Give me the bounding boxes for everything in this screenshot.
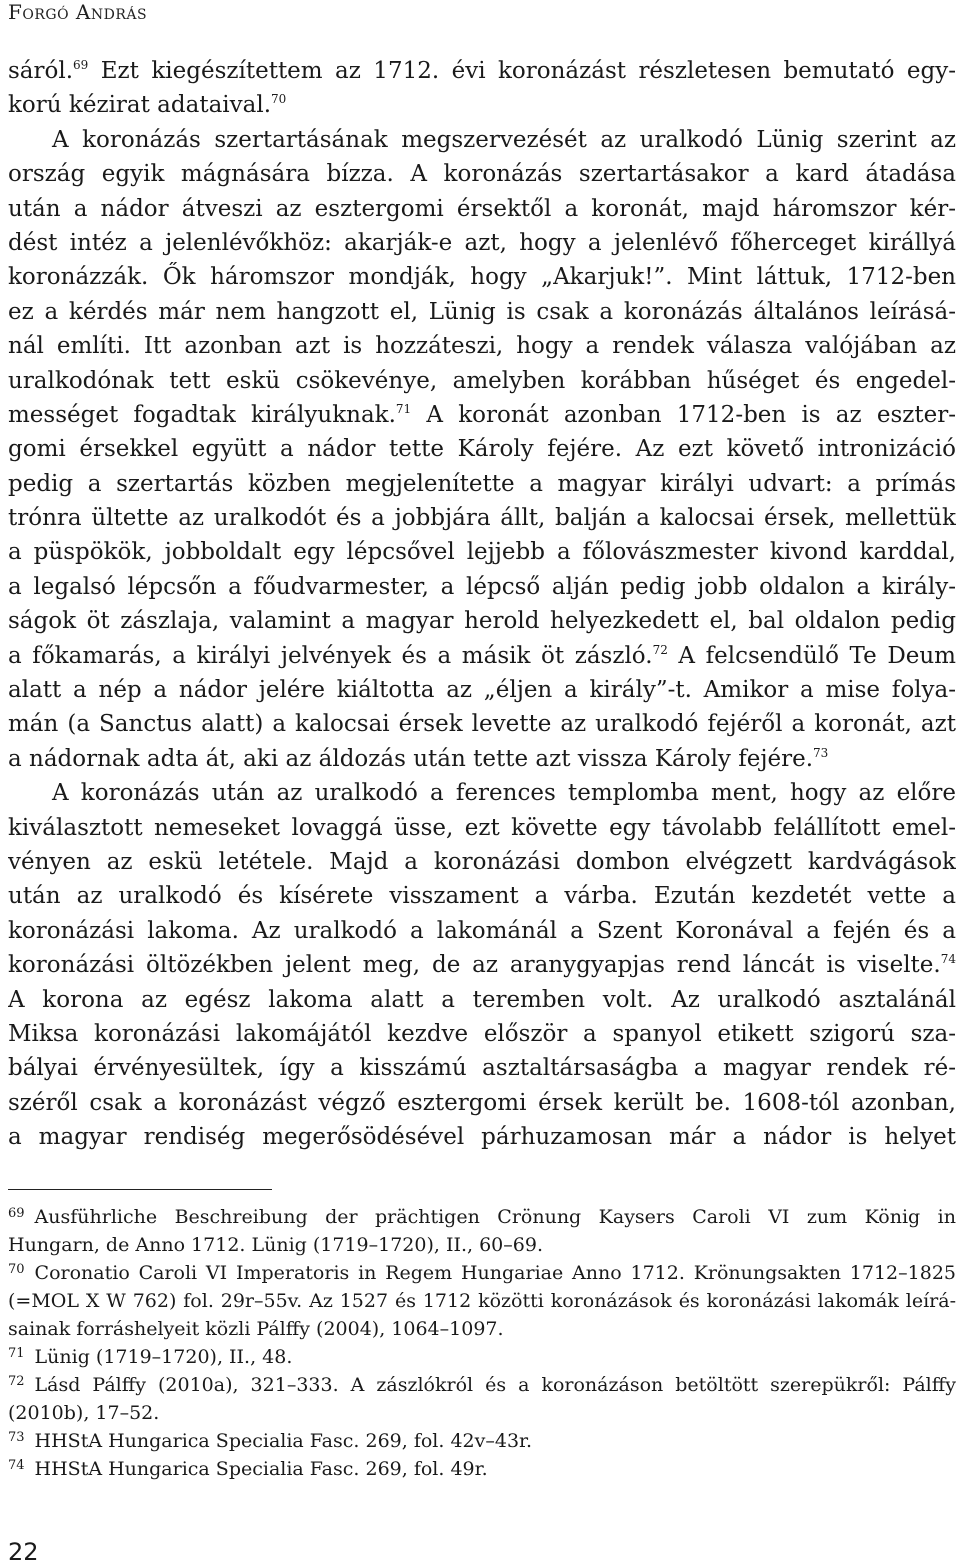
- footnote-line: (2010b), 17–52.: [8, 1402, 160, 1424]
- text-line: a főkamarás, a királyi jelvények és a másik öt zászló.$^{72}$ A felcsendülő Te Deum: [8, 642, 956, 669]
- text-line: nál említi. Itt azonban azt is hozzáteszi, hogy a rendek válasza valójában az: [8, 333, 956, 360]
- text-line: után a nádor átveszi az esztergomi érsektől a koronát, majd háromszor kér-: [8, 195, 956, 222]
- footnote-divider: [8, 1189, 272, 1190]
- text-line: alatt a nép a nádor jelére kiáltotta az „éljen a király”-t. Amikor a mise folya-: [8, 677, 956, 704]
- text-line: a legalsó lépcsőn a főudvarmester, a lépcső alján pedig jobb oldalon a király-: [8, 573, 956, 600]
- text-line: gomi érsekkel együtt a nádor tette Károly fejére. Az ezt követő intronizáció: [8, 436, 956, 463]
- text-line: A korona az egész lakoma alatt a teremben volt. Az uralkodó asztalánál: [8, 986, 956, 1013]
- footnote-line: $^{69}$ Ausführliche Beschreibung der prächtigen Crönung Kaysers Caroli VI zum König in: [8, 1206, 956, 1228]
- text-line: dést intéz a jelenlévőkhöz: akarják-e azt, hogy a jelenlévő főherceget királlyá: [8, 229, 956, 256]
- footnote-line: $^{70}$ Coronatio Caroli VI Imperatoris in Regem Hungariae Anno 1712. Krönungsakten 1712–1825: [8, 1262, 956, 1284]
- text-line: mán (a Sanctus alatt) a kalocsai érsek levette az uralkodó fejéről a koronát, azt: [8, 711, 956, 738]
- text-line: uralkodónak tett eskü csökevénye, amelyben korábban hűséget és engedel-: [8, 367, 956, 394]
- text-line: ez a kérdés már nem hangzott el, Lünig is csak a koronázás általános leírásá-: [8, 298, 956, 325]
- text-line: koronázási öltözékben jelent meg, de az aranygyapjas rend láncát is viselte.$^{74}$: [8, 952, 956, 979]
- footnote-line: $^{74}$ HHStA Hungarica Specialia Fasc. 269, fol. 49r.: [8, 1458, 488, 1480]
- text-line: trónra ültette az uralkodót és a jobbjára állt, balján a kalocsai érsek, mellettük: [8, 505, 956, 532]
- running-header: Forgó András: [8, 0, 148, 24]
- main-text: [8, 54, 956, 1155]
- footnote-line: $^{73}$ HHStA Hungarica Specialia Fasc. 269, fol. 42v–43r.: [8, 1430, 533, 1452]
- text-line: a magyar rendiség megerősödésével párhuzamosan már a nádor is helyet: [8, 1124, 956, 1151]
- footnotes: [8, 1203, 956, 1483]
- text-line: ország egyik mágnására bízza. A koronázás szertartásakor a kard átadása: [8, 161, 956, 188]
- text-line: után az uralkodó és kísérete visszament a várba. Ezután kezdetét vette a: [8, 883, 956, 910]
- footnote-line: Hungarn, de Anno 1712. Lünig (1719–1720), II., 60–69.: [8, 1234, 543, 1256]
- text-line: pedig a szertartás közben megjelenítette a magyar királyi udvart: a prímás: [8, 470, 956, 497]
- text-line: a nádornak adta át, aki az áldozás után tette azt vissza Károly fejére.$^{73}$: [8, 745, 829, 772]
- page-number: 22: [8, 1538, 39, 1566]
- text-line: sáról.$^{69}$ Ezt kiegészítettem az 1712. évi koronázást részletesen bemutató egy-: [8, 58, 956, 84]
- footnote-line: $^{72}$ Lásd Pálffy (2010a), 321–333. A zászlókról és a koronázáson betöltött szerepükről: Pálffy: [8, 1374, 956, 1396]
- text-line: ságok öt zászlaja, valamint a magyar herold helyezkedett el, bal oldalon pedig: [8, 608, 956, 635]
- text-line: mességet fogadtak királyuknak.$^{71}$ A koronát azonban 1712-ben is az eszter-: [8, 401, 956, 428]
- text-line: széről csak a koronázást végző esztergomi érsek került be. 1608-tól azonban,: [8, 1089, 956, 1116]
- text-line: koronázzák. Ők háromszor mondják, hogy „Akarjuk!”. Mint láttuk, 1712-ben: [8, 264, 956, 291]
- text-line: kiválasztott nemeseket lovaggá üsse, ezt követte egy távolabb felállított emel-: [8, 814, 956, 841]
- text-line: korú kézirat adataival.$^{70}$: [8, 92, 287, 119]
- text-line: vényen az eskü letétele. Majd a koronázási dombon elvégzett kardvágások: [8, 848, 956, 875]
- text-line: A koronázás szertartásának megszervezését az uralkodó Lünig szerint az: [52, 126, 956, 153]
- text-line: koronázási lakoma. Az uralkodó a lakománál a Szent Koronával a fején és a: [8, 917, 956, 944]
- footnote-line: (=MOL X W 762) fol. 29r–55v. Az 1527 és 1712 közötti koronázások és koronázási lakomák leírá-: [8, 1290, 956, 1312]
- footnote-line: sainak forráshelyeit közli Pálffy (2004), 1064–1097.: [8, 1318, 504, 1340]
- text-line: a püspökök, jobboldalt egy lépcsővel lejjebb a főlovászmester kivond karddal,: [8, 539, 956, 566]
- text-line: A koronázás után az uralkodó a ferences templomba ment, hogy az előre: [52, 780, 956, 807]
- text-line: bályai érvényesültek, így a kisszámú asztaltársaságba a magyar rendek ré-: [8, 1055, 956, 1082]
- footnote-line: $^{71}$ Lünig (1719–1720), II., 48.: [8, 1346, 293, 1368]
- text-line: Miksa koronázási lakomájától kezdve először a spanyol etikett szigorú sza-: [8, 1020, 956, 1047]
